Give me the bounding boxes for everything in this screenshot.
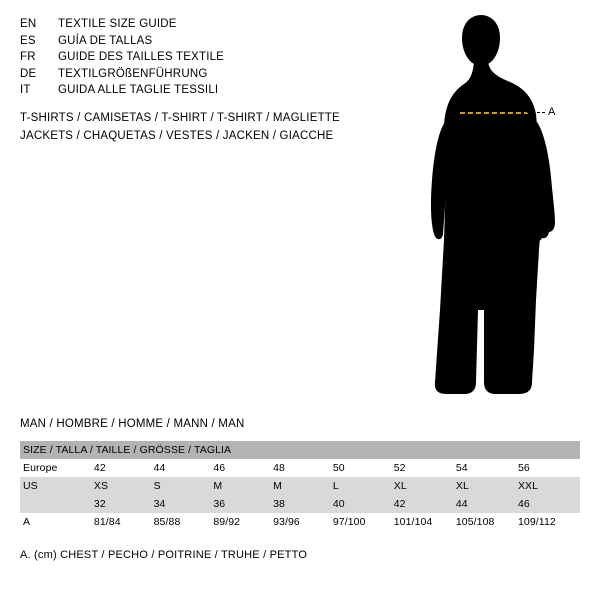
row-cell: 44 <box>456 495 518 513</box>
row-cell: 81/84 <box>94 513 154 531</box>
language-code: DE <box>20 67 37 80</box>
row-label: US <box>20 477 94 495</box>
row-cell: 32 <box>94 495 154 513</box>
language-row <box>20 33 360 50</box>
row-cell: 93/96 <box>273 513 333 531</box>
row-cell: 56 <box>518 459 580 477</box>
language-title: GUIDE DES TAILLES TEXTILE <box>58 51 225 63</box>
table-footnote: A. (cm) CHEST / PECHO / POITRINE / TRUHE / PETTO <box>20 549 308 561</box>
language-row <box>20 82 360 99</box>
row-cell: XL <box>394 477 456 495</box>
row-cell: XS <box>94 477 154 495</box>
table-header-label: SIZE / TALLA / TAILLE / GRÖSSE / TAGLIA <box>20 441 580 459</box>
category-line-jackets: JACKETS / CHAQUETAS / VESTES / JACKEN / GIACCHE <box>20 129 334 142</box>
category-line-tshirts: T-SHIRTS / CAMISETAS / T-SHIRT / T-SHIRT / MAGLIETTE <box>20 112 340 124</box>
row-label: Europe <box>20 459 94 477</box>
table-row <box>20 513 580 531</box>
row-cell: 105/108 <box>456 513 518 531</box>
language-code: ES <box>20 34 36 47</box>
language-row <box>20 66 360 83</box>
row-label: A <box>20 513 94 531</box>
callout-dash-line <box>527 112 545 113</box>
row-cell: 52 <box>394 459 456 477</box>
table-title-man: MAN / HOMBRE / HOMME / MANN / MAN <box>20 418 245 430</box>
language-row <box>20 49 360 66</box>
row-cell: S <box>154 477 214 495</box>
row-cell: 97/100 <box>333 513 394 531</box>
row-cell: XL <box>456 477 518 495</box>
row-cell: 36 <box>213 495 273 513</box>
row-cell: 46 <box>518 495 580 513</box>
table-row <box>20 495 580 513</box>
row-cell: 48 <box>273 459 333 477</box>
language-code: EN <box>20 18 37 30</box>
row-cell: 109/112 <box>518 513 580 531</box>
row-cell: 44 <box>154 459 214 477</box>
row-cell: 101/104 <box>394 513 456 531</box>
row-cell: 34 <box>154 495 214 513</box>
row-cell: 38 <box>273 495 333 513</box>
row-cell: 42 <box>394 495 456 513</box>
row-cell: 85/88 <box>154 513 214 531</box>
language-row <box>20 16 360 33</box>
language-title: GUIDA ALLE TAGLIE TESSILI <box>58 84 219 96</box>
male-silhouette-figure <box>400 10 590 400</box>
row-cell: 46 <box>213 459 273 477</box>
row-cell: 40 <box>333 495 394 513</box>
row-cell: L <box>333 477 394 495</box>
row-cell: 42 <box>94 459 154 477</box>
language-title: GUÍA DE TALLAS <box>58 34 153 47</box>
table-row <box>20 459 580 477</box>
row-cell: M <box>213 477 273 495</box>
row-cell: XXL <box>518 477 580 495</box>
row-cell: 50 <box>333 459 394 477</box>
language-header-block <box>20 16 360 99</box>
row-cell: 54 <box>456 459 518 477</box>
row-cell: M <box>273 477 333 495</box>
row-label <box>20 495 94 513</box>
table-header-row <box>20 441 580 459</box>
language-code: IT <box>20 84 31 96</box>
language-code: FR <box>20 51 36 63</box>
callout-label-a: A <box>548 106 556 118</box>
language-title: TEXTILE SIZE GUIDE <box>58 18 177 30</box>
row-cell: 89/92 <box>213 513 273 531</box>
table-row <box>20 477 580 495</box>
language-title: TEXTILGRÖßENFÜHRUNG <box>58 67 208 80</box>
size-table <box>20 441 580 531</box>
category-block <box>20 110 420 145</box>
